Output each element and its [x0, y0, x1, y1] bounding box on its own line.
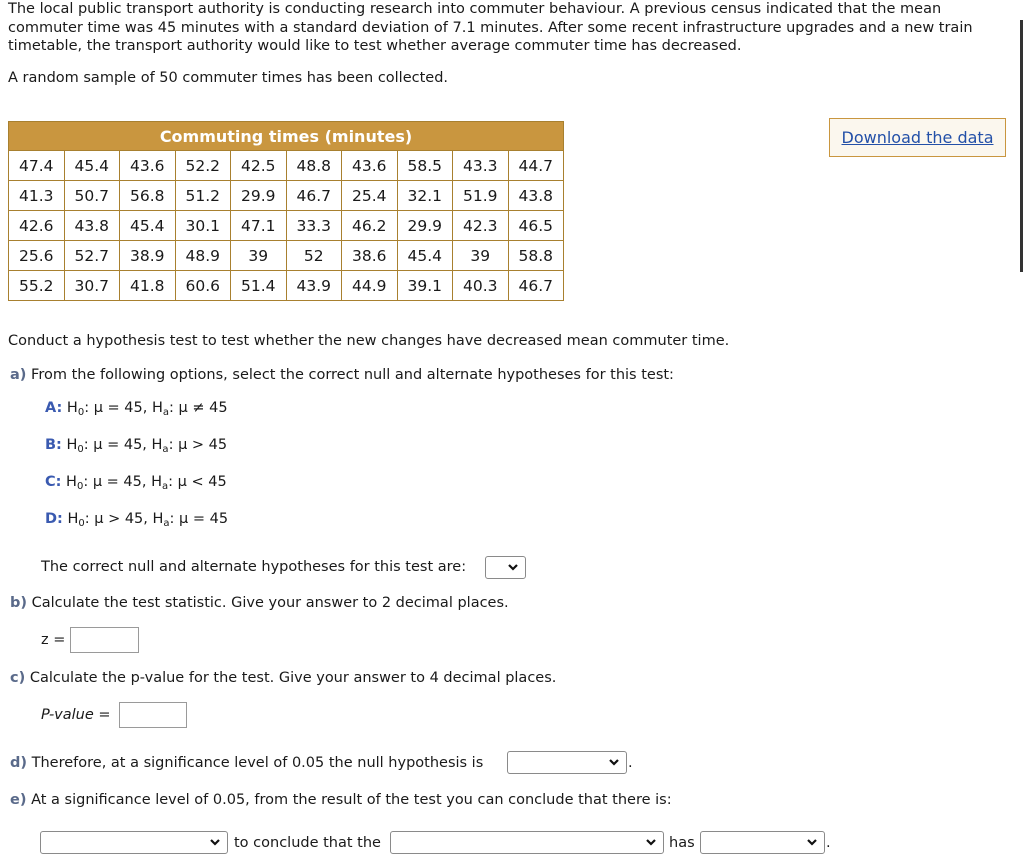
part-a-label: a) — [10, 367, 27, 383]
hypothesis-option: D: $H_0$: μ > 45, $H_a$: μ = 45 — [45, 511, 229, 529]
table-row — [9, 151, 564, 181]
table-cell: 45.4 — [64, 151, 120, 181]
table-cell: 60.6 — [175, 271, 231, 301]
part-d-label: d) — [10, 755, 28, 771]
commuting-times-table — [8, 121, 564, 301]
table-cell: 52.7 — [64, 241, 120, 271]
table-cell: 38.6 — [342, 241, 398, 271]
option-letter: B: — [45, 437, 62, 453]
option-alternate: μ > 45 — [178, 437, 228, 453]
table-cell: 51.4 — [231, 271, 287, 301]
table-cell: 55.2 — [9, 271, 65, 301]
table-cell: 42.6 — [9, 211, 65, 241]
table-cell: 38.9 — [120, 241, 176, 271]
part-c-label: c) — [10, 670, 26, 686]
scrollbar-edge — [1020, 20, 1023, 272]
table-cell: 30.7 — [64, 271, 120, 301]
part-b-question — [10, 595, 509, 611]
table-cell: 40.3 — [453, 271, 509, 301]
table-cell: 45.4 — [120, 211, 176, 241]
table-cell: 46.5 — [508, 211, 564, 241]
table-cell: 30.1 — [175, 211, 231, 241]
part-d-text: Therefore, at a significance level of 0.05 the null hypothesis is — [31, 755, 484, 771]
table-cell: 52 — [286, 241, 342, 271]
p-value-input[interactable] — [119, 702, 187, 728]
table-cell: 41.8 — [120, 271, 176, 301]
table-cell: 43.3 — [453, 151, 509, 181]
option-null: μ = 45, — [92, 474, 147, 490]
part-b-label: b) — [10, 595, 28, 611]
p-value-label: P-value = — [41, 707, 111, 723]
table-cell: 48.9 — [175, 241, 231, 271]
option-null: μ = 45, — [93, 400, 148, 416]
chevron-down-icon — [608, 756, 620, 768]
option-letter: C: — [45, 474, 62, 490]
table-cell: 56.8 — [120, 181, 176, 211]
conclusion-subject-select[interactable] — [390, 831, 664, 854]
chevron-down-icon — [209, 836, 221, 848]
option-null: μ > 45, — [94, 511, 148, 527]
option-alternate: μ = 45 — [179, 511, 229, 527]
table-cell: 43.8 — [508, 181, 564, 211]
table-row — [9, 211, 564, 241]
instruction-text: Conduct a hypothesis test to test whether the new changes have decreased mean commuter time. — [8, 333, 730, 349]
hypotheses-answer-prompt: The correct null and alternate hypotheses for this test are: — [41, 559, 467, 575]
table-cell: 52.2 — [175, 151, 231, 181]
part-d-period: . — [628, 755, 633, 771]
chevron-down-icon — [507, 561, 519, 573]
intro-paragraph: The local public transport authority is conducting research into commuter behaviour. A previous census indicated that the mean commuter time was 45 minutes with a standard deviation of 7.1 minutes. After some recent infrastructure upgrades and a new train timetable, the transport authority would like to test whether average commuter time has decreased. — [8, 1, 973, 54]
part-e-question — [10, 792, 672, 808]
table-cell: 43.9 — [286, 271, 342, 301]
table-cell: 29.9 — [231, 181, 287, 211]
table-cell: 46.7 — [286, 181, 342, 211]
option-null: μ = 45, — [93, 437, 147, 453]
table-cell: 39 — [231, 241, 287, 271]
conclude-text: to conclude that the — [234, 835, 381, 851]
table-cell: 39.1 — [397, 271, 453, 301]
hypothesis-option: A: $H_0$: μ = 45, $H_a$: μ ≠ 45 — [45, 400, 228, 418]
table-cell: 58.5 — [397, 151, 453, 181]
evidence-select[interactable] — [40, 831, 228, 854]
table-title: Commuting times (minutes) — [9, 122, 564, 151]
z-input[interactable] — [70, 627, 139, 653]
table-cell: 39 — [453, 241, 509, 271]
hypothesis-option: B: $H_0$: μ = 45, $H_a$: μ > 45 — [45, 437, 228, 455]
table-cell: 29.9 — [397, 211, 453, 241]
part-e-period: . — [826, 835, 831, 851]
table-cell: 42.5 — [231, 151, 287, 181]
z-label: z = — [41, 632, 66, 648]
table-cell: 25.4 — [342, 181, 398, 211]
chevron-down-icon — [806, 836, 818, 848]
table-cell: 47.1 — [231, 211, 287, 241]
has-text: has — [669, 835, 695, 851]
table-cell: 44.7 — [508, 151, 564, 181]
option-alternate: μ ≠ 45 — [178, 400, 228, 416]
table-cell: 46.2 — [342, 211, 398, 241]
option-letter: A: — [45, 400, 63, 416]
part-e-label: e) — [10, 792, 27, 808]
table-cell: 50.7 — [64, 181, 120, 211]
table-row — [9, 271, 564, 301]
part-a-text: From the following options, select the correct null and alternate hypotheses for this test: — [31, 367, 674, 383]
part-d-question — [10, 755, 483, 771]
download-data-link[interactable]: Download the data — [841, 128, 994, 147]
download-box — [829, 118, 1006, 157]
table-cell: 43.6 — [120, 151, 176, 181]
table-cell: 51.9 — [453, 181, 509, 211]
table-cell: 45.4 — [397, 241, 453, 271]
null-hypothesis-decision-select[interactable] — [507, 751, 627, 774]
part-e-text: At a significance level of 0.05, from the result of the test you can conclude that there is: — [31, 792, 672, 808]
table-cell: 32.1 — [397, 181, 453, 211]
table-cell: 47.4 — [9, 151, 65, 181]
table-cell: 46.7 — [508, 271, 564, 301]
chevron-down-icon — [645, 836, 657, 848]
part-b-text: Calculate the test statistic. Give your answer to 2 decimal places. — [31, 595, 509, 611]
table-cell: 44.9 — [342, 271, 398, 301]
sample-description: A random sample of 50 commuter times has been collected. — [8, 70, 449, 86]
table-cell: 42.3 — [453, 211, 509, 241]
table-row — [9, 181, 564, 211]
part-c-text: Calculate the p-value for the test. Give your answer to 4 decimal places. — [29, 670, 557, 686]
option-letter: D: — [45, 511, 63, 527]
hypotheses-select[interactable] — [485, 556, 526, 579]
table-row — [9, 241, 564, 271]
part-a-question — [10, 367, 674, 383]
table-cell: 41.3 — [9, 181, 65, 211]
table-cell: 33.3 — [286, 211, 342, 241]
table-cell: 43.6 — [342, 151, 398, 181]
option-alternate: μ < 45 — [177, 474, 227, 490]
table-cell: 43.8 — [64, 211, 120, 241]
table-cell: 51.2 — [175, 181, 231, 211]
table-cell: 25.6 — [9, 241, 65, 271]
table-cell: 58.8 — [508, 241, 564, 271]
part-c-question — [10, 670, 556, 686]
table-cell: 48.8 — [286, 151, 342, 181]
hypothesis-option: C: $H_0$: μ = 45, $H_a$: μ < 45 — [45, 474, 227, 492]
conclusion-change-select[interactable] — [700, 831, 825, 854]
